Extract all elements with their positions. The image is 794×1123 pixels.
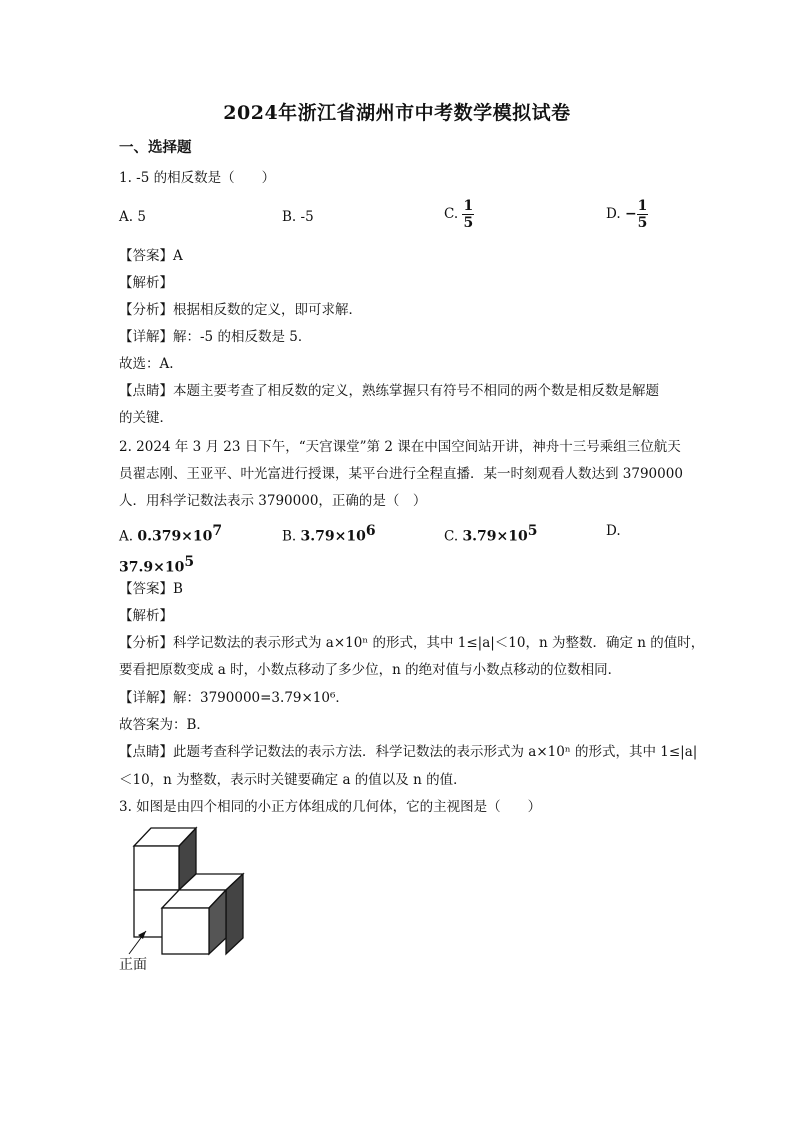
q2-option-d-exponent: 5 — [184, 554, 195, 570]
q2-option-c-base: 3.79×10 — [462, 528, 528, 545]
q2-option-c-exponent: 5 — [527, 523, 538, 539]
q2-option-d-label: D. — [606, 523, 621, 539]
q2-answer: 【答案】B — [119, 581, 183, 597]
fraction-numerator: 1 — [463, 198, 474, 214]
q1-option-c-fraction — [462, 198, 474, 231]
q3-stem: 3. 如图是由四个相同的小正方体组成的几何体，它的主视图是（ ） — [119, 799, 542, 815]
q1-analysis-tag: 【解析】 — [119, 275, 173, 291]
q1-answer: 【答案】A — [119, 248, 183, 264]
back-cube-front-face — [134, 846, 179, 890]
q1-xiangjie: 【详解】解：‑5 的相反数是 5． — [119, 329, 312, 345]
q1-dianjing-line1: 【点睛】本题主要考查了相反数的定义，熟练掌握只有符号不相同的两个数是相反数是解题 — [119, 383, 659, 399]
q1-guxuan: 故选：A. — [119, 356, 174, 372]
q2-fenxi-line1: 【分析】科学记数法的表示形式为 a×10ⁿ 的形式，其中 1≤|a|＜10，n 为整数．确定 n 的值时， — [119, 635, 705, 651]
q2-fenxi-line2: 要看把原数变成 a 时，小数点移动了多少位，n 的绝对值与小数点移动的位数相同． — [119, 662, 622, 678]
minus-sign: − — [624, 206, 637, 222]
q1-option-b: B. ‑5 — [282, 209, 314, 225]
q2-option-b-base: 3.79×10 — [300, 528, 366, 545]
q2-option-d — [119, 551, 194, 579]
q1-option-d-fraction — [637, 198, 649, 231]
q2-stem-line2: 员翟志刚、王亚平、叶光富进行授课，某平台进行全程直播．某一时刻观看人数达到 3790000 — [119, 466, 683, 482]
fraction-denominator: 5 — [463, 215, 474, 231]
q2-xiangjie: 【详解】解：3790000=3.79×10⁶． — [119, 690, 349, 706]
q2-option-a-exponent: 7 — [212, 523, 223, 539]
q2-dianjing-line1: 【点睛】此题考查科学记数法的表示方法．科学记数法的表示形式为 a×10ⁿ 的形式，其中 1≤|a| — [119, 744, 698, 760]
q2-option-a-label: A. — [119, 528, 134, 545]
q2-option-d-base: 37.9×10 — [119, 559, 185, 576]
q2-guxuan: 故答案为：B． — [119, 717, 210, 733]
q1-stem: 1. ‑5 的相反数是（ ） — [119, 170, 276, 186]
q2-dianjing-line2: ＜10，n 为整数，表示时关键要确定 a 的值以及 n 的值． — [119, 772, 467, 788]
front-view-label: 正面 — [119, 957, 147, 973]
q2-option-b-exponent: 6 — [365, 523, 376, 539]
q2-option-b-label: B. — [282, 528, 297, 545]
q2-stem-line1: 2. 2024 年 3 月 23 日下午，“天宫课堂”第 2 课在中国空间站开讲，神舟十三号乘组三位航天 — [119, 439, 681, 455]
q2-stem-line3: 人．用科学记数法表示 3790000，正确的是（ ） — [119, 493, 427, 509]
section-heading: 一、选择题 — [119, 139, 192, 156]
q2-option-c-label: C. — [444, 528, 459, 545]
q1-option-d-label: D. — [606, 206, 621, 222]
fraction-numerator: 1 — [637, 198, 648, 214]
front-cube-front-face — [162, 908, 209, 954]
q2-option-a — [119, 520, 222, 548]
q2-analysis-tag: 【解析】 — [119, 608, 173, 624]
q2-option-b — [282, 520, 376, 548]
cube-figure — [117, 826, 257, 985]
q2-option-c — [444, 520, 538, 548]
q1-option-d — [606, 198, 648, 231]
q2-option-a-base: 0.379×10 — [137, 528, 213, 545]
page-title: 2024年浙江省湖州市中考数学模拟试卷 — [223, 102, 571, 124]
q1-dianjing-line2: 的关键． — [119, 410, 173, 426]
q1-option-c-label: C. — [444, 206, 459, 222]
q1-fenxi: 【分析】根据相反数的定义，即可求解． — [119, 302, 362, 318]
q1-option-a: A. 5 — [119, 209, 146, 225]
fraction-denominator: 5 — [637, 215, 648, 231]
q1-option-c — [444, 198, 474, 231]
